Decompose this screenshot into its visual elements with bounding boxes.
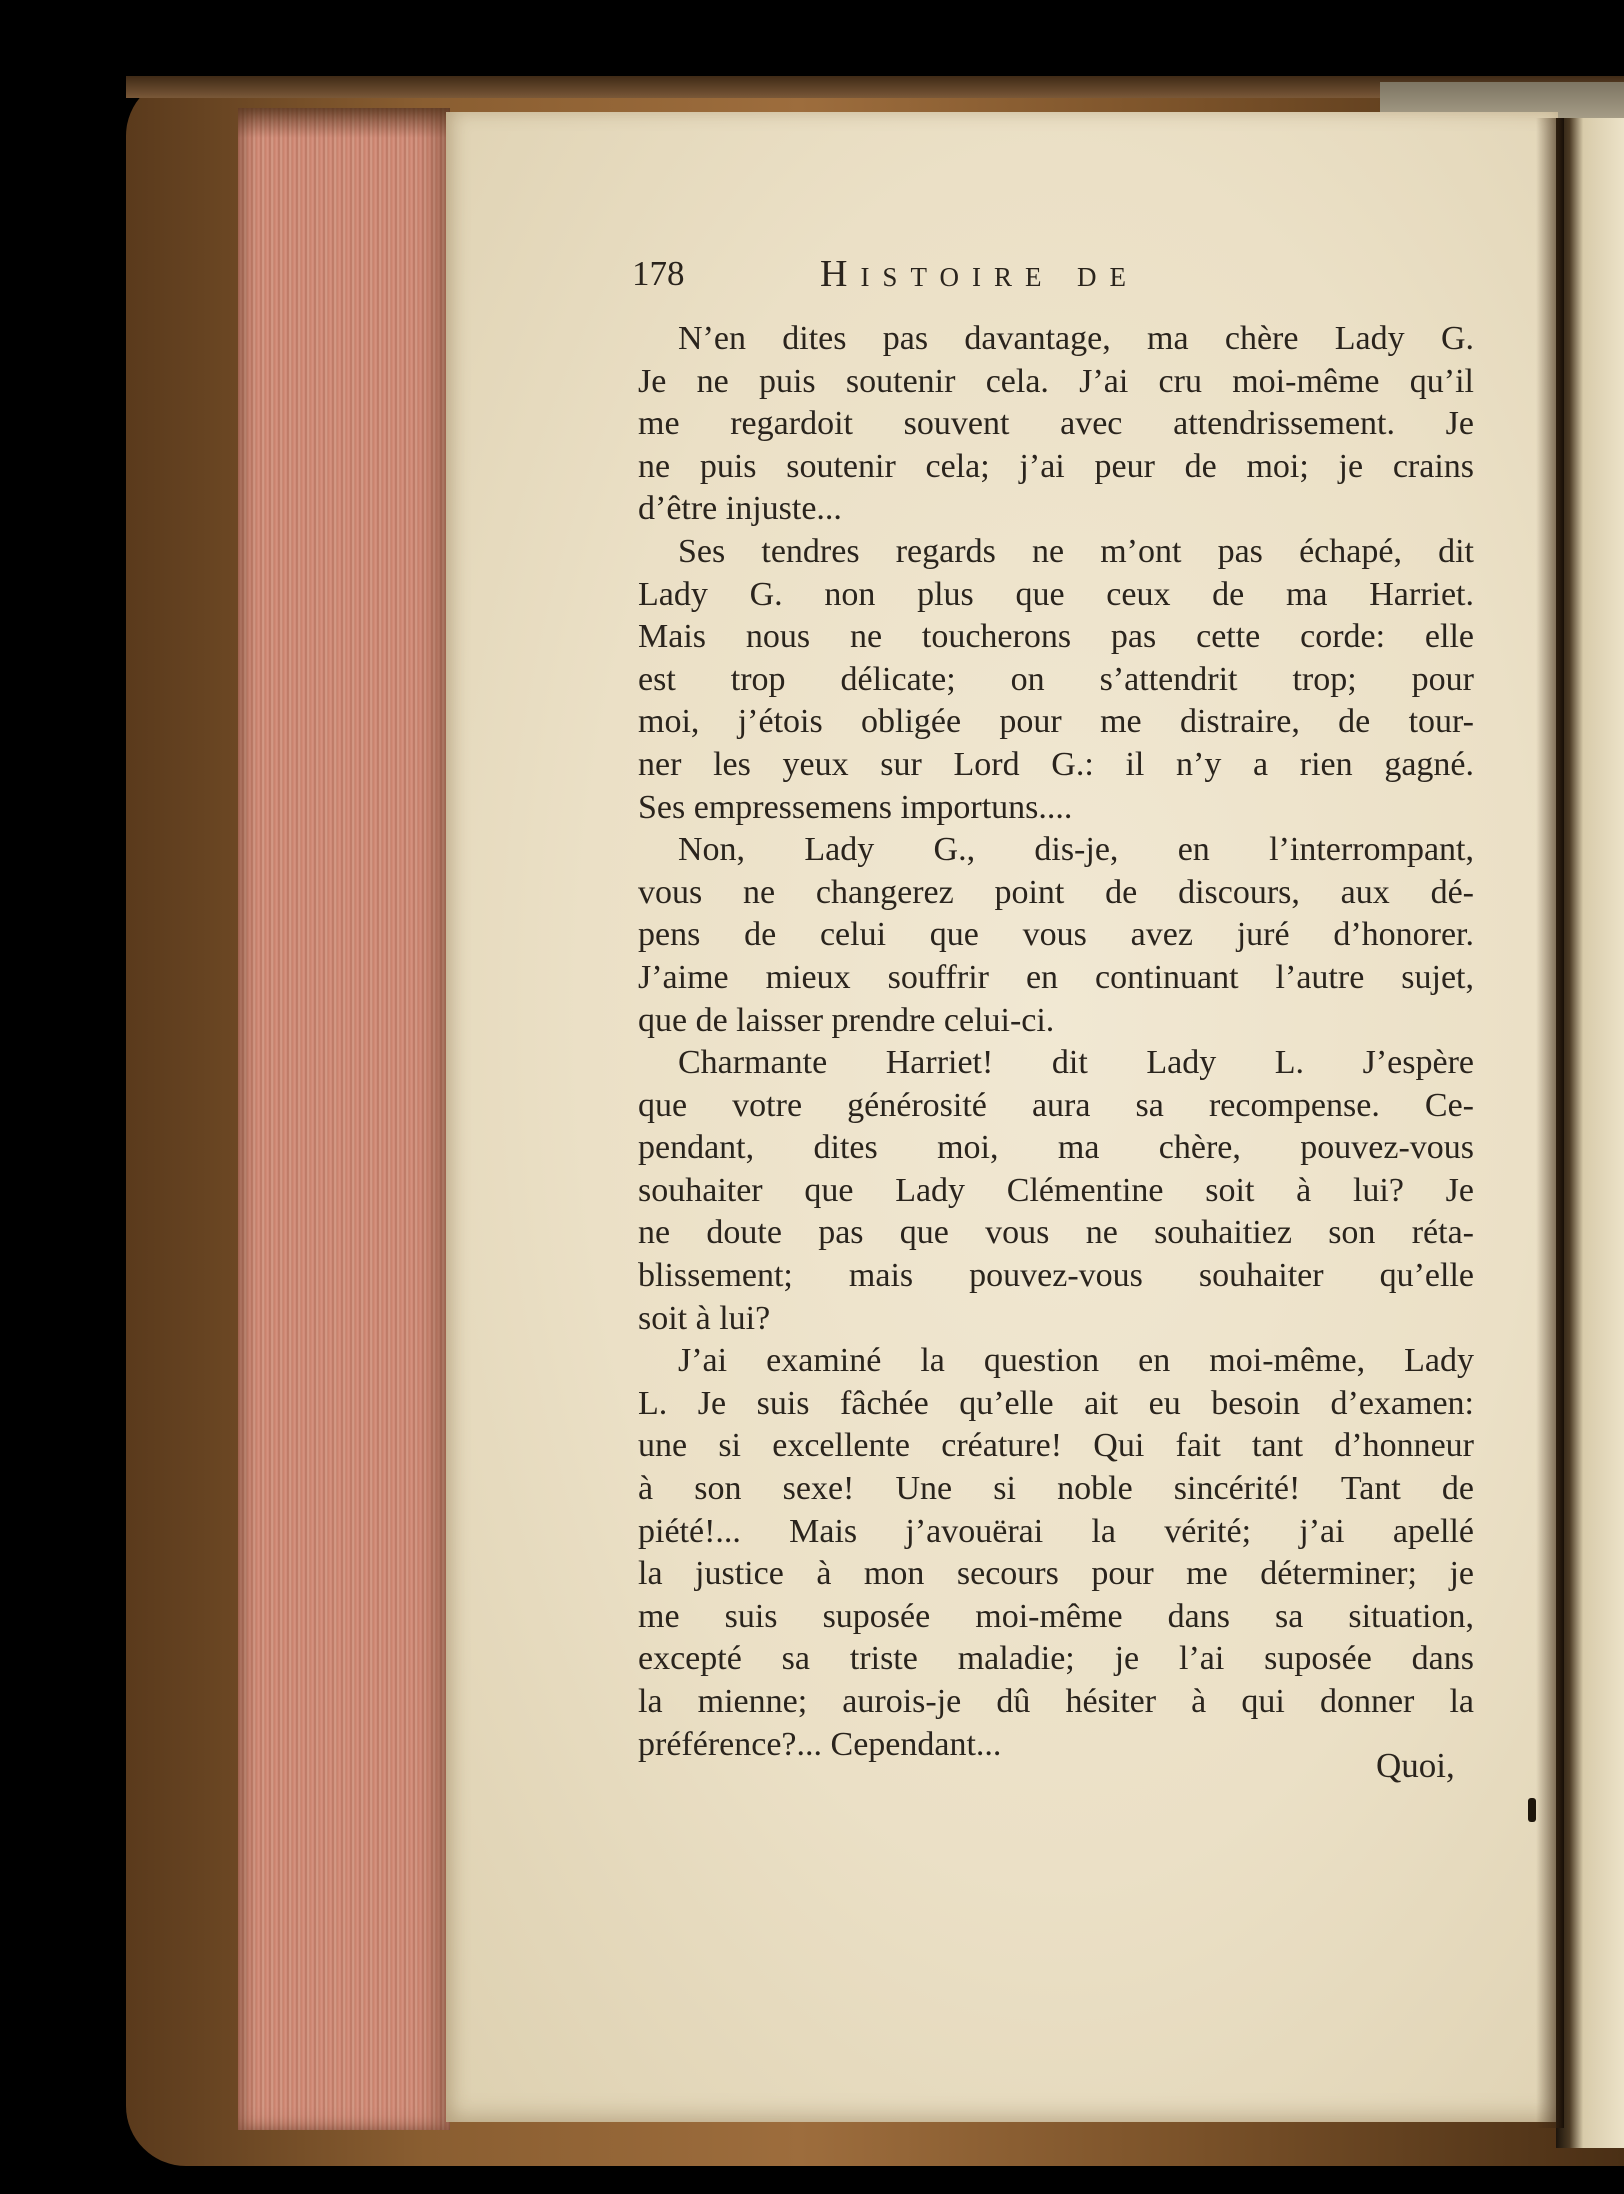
text-line: blissement; mais pouvez-vous souhaiter qu’elle [638, 1257, 1474, 1295]
page-number: 178 [632, 254, 685, 293]
text-line: d’être injuste... [638, 490, 842, 528]
text-line: est trop délicate; on s’attendrit trop; pour [638, 660, 1474, 698]
running-head [632, 252, 1432, 296]
catchword: Quoi, [1376, 1746, 1455, 1785]
text-line: J’ai examiné la question en moi-même, Lady [678, 1342, 1474, 1380]
facing-page-edge [1556, 118, 1624, 2148]
page-block-shadow [238, 108, 450, 138]
text-line: Non, Lady G., dis-je, en l’interrompant, [678, 831, 1474, 869]
page-mark [1528, 1798, 1536, 1822]
page-block-edge [238, 108, 450, 2130]
text-line: Charmante Harriet! dit Lady L. J’espère [678, 1044, 1474, 1082]
text-line: me regardoit souvent avec attendrissement. Je [638, 405, 1474, 443]
text-line: piété!... Mais j’avouërai la vérité; j’ai apellé [638, 1512, 1474, 1550]
text-line: une si excellente créature! Qui fait tant d’honneur [638, 1427, 1474, 1465]
text-line: Lady G. non plus que ceux de ma Harriet. [638, 575, 1474, 613]
text-line: la justice à mon secours pour me déterminer; je [638, 1555, 1474, 1593]
text-line: moi, j’étois obligée pour me distraire, de tour- [638, 703, 1474, 741]
running-title: Histoire de [820, 253, 1139, 295]
text-line: que de laisser prendre celui-ci. [638, 1001, 1055, 1039]
text-line: Mais nous ne toucherons pas cette corde: elle [638, 618, 1474, 656]
text-line: ne puis soutenir cela; j’ai peur de moi; je crains [638, 447, 1474, 485]
text-line: soit à lui? [638, 1299, 771, 1337]
text-line: ner les yeux sur Lord G.: il n’y a rien gagné. [638, 745, 1474, 783]
text-line: vous ne changerez point de discours, aux dé- [638, 873, 1474, 911]
text-line: me suis suposée moi-même dans sa situation, [638, 1597, 1474, 1635]
text-line: J’aime mieux souffrir en continuant l’autre sujet, [638, 958, 1474, 996]
text-line: L. Je suis fâchée qu’elle ait eu besoin d’examen: [638, 1384, 1474, 1422]
text-line: préférence?... Cependant... [638, 1725, 1002, 1763]
text-line: souhaiter que Lady Clémentine soit à lui? Je [638, 1171, 1474, 1209]
text-line: ne doute pas que vous ne souhaitiez son réta- [638, 1214, 1474, 1252]
text-line: pendant, dites moi, ma chère, pouvez-vous [638, 1129, 1474, 1167]
text-line: Ses empressemens importuns.... [638, 788, 1073, 826]
text-line: pens de celui que vous avez juré d’honorer. [638, 916, 1474, 954]
text-line: N’en dites pas davantage, ma chère Lady G. [678, 320, 1474, 357]
text-line: Ses tendres regards ne m’ont pas échapé, dit [678, 532, 1474, 570]
page-body-text [638, 318, 1474, 1766]
text-line: la mienne; aurois-je dû hésiter à qui donner la [638, 1683, 1474, 1720]
gutter-shadow [1536, 118, 1564, 2128]
text-line: que votre générosité aura sa recompense. Ce- [638, 1086, 1474, 1124]
text-line: excepté sa triste maladie; je l’ai suposée dans [638, 1640, 1474, 1678]
text-line: Je ne puis soutenir cela. J’ai cru moi-même qu’il [638, 362, 1474, 400]
text-line: à son sexe! Une si noble sincérité! Tant de [638, 1470, 1474, 1508]
